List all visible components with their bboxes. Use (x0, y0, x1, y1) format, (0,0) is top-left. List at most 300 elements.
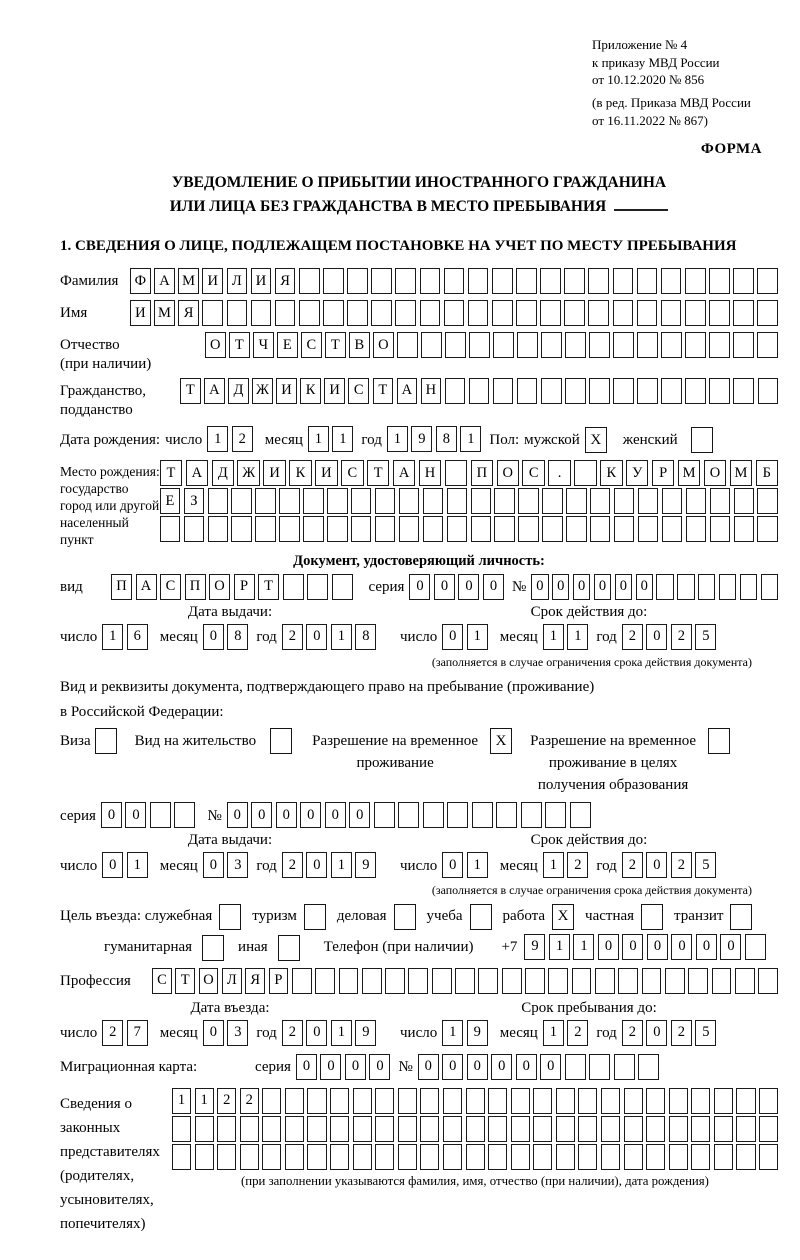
char-cell[interactable] (174, 802, 195, 828)
char-cell[interactable]: 8 (436, 426, 457, 452)
char-cell[interactable] (691, 1088, 710, 1114)
char-cell[interactable]: 2 (622, 852, 643, 878)
residence-issue-day-input[interactable] (102, 852, 148, 878)
char-cell[interactable]: 0 (646, 624, 667, 650)
char-cell[interactable] (251, 300, 272, 326)
char-cell[interactable] (540, 268, 561, 294)
char-cell[interactable] (642, 968, 662, 994)
char-cell[interactable]: И (202, 268, 223, 294)
char-cell[interactable] (590, 488, 610, 514)
char-cell[interactable] (332, 574, 353, 600)
char-cell[interactable] (542, 488, 562, 514)
char-cell[interactable]: 0 (251, 802, 272, 828)
char-cell[interactable]: Я (275, 268, 296, 294)
char-cell[interactable]: 0 (516, 1054, 537, 1080)
char-cell[interactable]: 0 (531, 574, 548, 600)
char-cell[interactable]: 1 (573, 934, 594, 960)
representatives-input-line3[interactable] (172, 1144, 778, 1170)
char-cell[interactable]: 1 (331, 852, 352, 878)
citizenship-input[interactable] (180, 378, 778, 404)
char-cell[interactable] (570, 802, 591, 828)
char-cell[interactable] (493, 332, 514, 358)
valid-month-input[interactable] (543, 624, 589, 650)
char-cell[interactable] (661, 378, 682, 404)
char-cell[interactable] (307, 1116, 326, 1142)
char-cell[interactable] (466, 1116, 485, 1142)
char-cell[interactable]: 0 (552, 574, 569, 600)
char-cell[interactable]: 0 (467, 1054, 488, 1080)
char-cell[interactable]: 1 (543, 624, 564, 650)
char-cell[interactable] (375, 1144, 394, 1170)
until-month-input[interactable] (543, 1020, 589, 1046)
char-cell[interactable] (327, 516, 347, 542)
char-cell[interactable] (759, 1144, 778, 1170)
char-cell[interactable]: 0 (615, 574, 632, 600)
char-cell[interactable]: 0 (325, 802, 346, 828)
char-cell[interactable]: 3 (227, 1020, 248, 1046)
char-cell[interactable] (347, 300, 368, 326)
char-cell[interactable] (347, 268, 368, 294)
char-cell[interactable] (307, 574, 328, 600)
valid-year-input[interactable] (622, 624, 717, 650)
char-cell[interactable] (590, 516, 610, 542)
char-cell[interactable] (710, 516, 730, 542)
char-cell[interactable]: Д (212, 460, 234, 486)
char-cell[interactable] (638, 488, 658, 514)
char-cell[interactable] (375, 516, 395, 542)
char-cell[interactable]: С (341, 460, 363, 486)
char-cell[interactable] (521, 802, 542, 828)
char-cell[interactable] (447, 488, 467, 514)
doc-kind-input[interactable] (111, 574, 353, 600)
char-cell[interactable] (511, 1088, 530, 1114)
purpose-tourism-checkbox[interactable] (304, 904, 326, 930)
char-cell[interactable] (656, 574, 673, 600)
doc-series-input[interactable] (409, 574, 504, 600)
char-cell[interactable] (578, 1116, 597, 1142)
char-cell[interactable] (589, 332, 610, 358)
char-cell[interactable] (353, 1088, 372, 1114)
char-cell[interactable] (255, 516, 275, 542)
char-cell[interactable] (565, 1054, 586, 1080)
char-cell[interactable] (502, 968, 522, 994)
char-cell[interactable]: 8 (355, 624, 376, 650)
char-cell[interactable]: 0 (306, 624, 327, 650)
char-cell[interactable] (468, 268, 489, 294)
char-cell[interactable] (541, 378, 562, 404)
char-cell[interactable]: С (152, 968, 172, 994)
entry-day-input[interactable] (102, 1020, 148, 1046)
char-cell[interactable] (685, 300, 706, 326)
char-cell[interactable] (351, 516, 371, 542)
char-cell[interactable]: А (393, 460, 415, 486)
char-cell[interactable] (353, 1144, 372, 1170)
char-cell[interactable] (375, 1088, 394, 1114)
char-cell[interactable] (613, 332, 634, 358)
char-cell[interactable] (262, 1088, 281, 1114)
char-cell[interactable] (613, 378, 634, 404)
char-cell[interactable] (736, 1088, 755, 1114)
char-cell[interactable] (669, 1088, 688, 1114)
char-cell[interactable] (566, 516, 586, 542)
char-cell[interactable]: 0 (622, 934, 643, 960)
char-cell[interactable]: И (130, 300, 151, 326)
char-cell[interactable] (160, 516, 180, 542)
char-cell[interactable] (399, 516, 419, 542)
visa-checkbox[interactable] (95, 728, 117, 754)
char-cell[interactable] (307, 1088, 326, 1114)
representatives-input-line2[interactable] (172, 1116, 778, 1142)
char-cell[interactable] (492, 300, 513, 326)
sex-female-checkbox[interactable] (691, 427, 713, 453)
char-cell[interactable] (150, 802, 171, 828)
char-cell[interactable]: 2 (567, 852, 588, 878)
char-cell[interactable] (735, 968, 755, 994)
char-cell[interactable]: 0 (345, 1054, 366, 1080)
char-cell[interactable]: 0 (647, 934, 668, 960)
char-cell[interactable] (517, 332, 538, 358)
char-cell[interactable] (488, 1088, 507, 1114)
char-cell[interactable] (455, 968, 475, 994)
char-cell[interactable]: 0 (646, 852, 667, 878)
char-cell[interactable]: 0 (306, 852, 327, 878)
char-cell[interactable]: 0 (540, 1054, 561, 1080)
char-cell[interactable]: 0 (491, 1054, 512, 1080)
char-cell[interactable] (709, 378, 730, 404)
char-cell[interactable] (572, 968, 592, 994)
char-cell[interactable]: 0 (434, 574, 455, 600)
char-cell[interactable] (398, 802, 419, 828)
purpose-work-checkbox[interactable]: X (552, 904, 574, 930)
char-cell[interactable]: 1 (442, 1020, 463, 1046)
char-cell[interactable] (624, 1116, 643, 1142)
char-cell[interactable]: 0 (349, 802, 370, 828)
char-cell[interactable]: 0 (671, 934, 692, 960)
char-cell[interactable]: 0 (458, 574, 479, 600)
char-cell[interactable]: 5 (695, 624, 716, 650)
char-cell[interactable]: И (315, 460, 337, 486)
char-cell[interactable]: 1 (549, 934, 570, 960)
char-cell[interactable] (217, 1116, 236, 1142)
char-cell[interactable] (447, 516, 467, 542)
char-cell[interactable]: 2 (622, 624, 643, 650)
char-cell[interactable] (734, 488, 754, 514)
char-cell[interactable] (556, 1144, 575, 1170)
char-cell[interactable] (624, 1144, 643, 1170)
char-cell[interactable] (303, 516, 323, 542)
char-cell[interactable]: Л (222, 968, 242, 994)
char-cell[interactable]: Н (419, 460, 441, 486)
char-cell[interactable]: 0 (203, 852, 224, 878)
char-cell[interactable]: 1 (467, 624, 488, 650)
char-cell[interactable] (494, 516, 514, 542)
char-cell[interactable] (646, 1116, 665, 1142)
purpose-humanitarian-checkbox[interactable] (202, 935, 224, 961)
char-cell[interactable]: Ч (253, 332, 274, 358)
char-cell[interactable]: П (111, 574, 132, 600)
char-cell[interactable]: 0 (296, 1054, 317, 1080)
char-cell[interactable] (542, 516, 562, 542)
char-cell[interactable] (195, 1116, 214, 1142)
birth-place-input-line3[interactable] (160, 516, 778, 542)
char-cell[interactable] (714, 1088, 733, 1114)
char-cell[interactable] (375, 488, 395, 514)
char-cell[interactable]: 0 (696, 934, 717, 960)
char-cell[interactable] (420, 1088, 439, 1114)
purpose-transit-checkbox[interactable] (730, 904, 752, 930)
char-cell[interactable] (566, 488, 586, 514)
char-cell[interactable] (691, 1116, 710, 1142)
char-cell[interactable] (371, 268, 392, 294)
patronymic-input[interactable] (205, 332, 778, 358)
char-cell[interactable] (494, 488, 514, 514)
char-cell[interactable]: М (154, 300, 175, 326)
char-cell[interactable] (637, 378, 658, 404)
char-cell[interactable] (588, 300, 609, 326)
char-cell[interactable] (578, 1088, 597, 1114)
char-cell[interactable] (208, 516, 228, 542)
char-cell[interactable] (686, 488, 706, 514)
char-cell[interactable]: . (548, 460, 570, 486)
char-cell[interactable] (262, 1144, 281, 1170)
residence-series-input[interactable] (101, 802, 196, 828)
char-cell[interactable]: 0 (442, 1054, 463, 1080)
char-cell[interactable] (279, 516, 299, 542)
char-cell[interactable] (533, 1116, 552, 1142)
char-cell[interactable]: 0 (483, 574, 504, 600)
char-cell[interactable] (533, 1088, 552, 1114)
char-cell[interactable] (444, 300, 465, 326)
char-cell[interactable] (759, 1116, 778, 1142)
char-cell[interactable] (240, 1116, 259, 1142)
char-cell[interactable] (397, 332, 418, 358)
char-cell[interactable]: 9 (355, 852, 376, 878)
char-cell[interactable]: К (600, 460, 622, 486)
char-cell[interactable]: В (349, 332, 370, 358)
char-cell[interactable]: Ж (237, 460, 259, 486)
char-cell[interactable] (478, 968, 498, 994)
char-cell[interactable]: А (154, 268, 175, 294)
char-cell[interactable] (685, 332, 706, 358)
char-cell[interactable]: Д (228, 378, 249, 404)
char-cell[interactable]: Т (229, 332, 250, 358)
residence-valid-year-input[interactable] (622, 852, 717, 878)
char-cell[interactable]: Р (269, 968, 289, 994)
char-cell[interactable] (691, 1144, 710, 1170)
char-cell[interactable] (574, 460, 596, 486)
profession-input[interactable] (152, 968, 778, 994)
char-cell[interactable]: И (251, 268, 272, 294)
char-cell[interactable] (511, 1144, 530, 1170)
char-cell[interactable] (601, 1144, 620, 1170)
char-cell[interactable] (315, 968, 335, 994)
char-cell[interactable]: 5 (695, 1020, 716, 1046)
char-cell[interactable]: Ф (130, 268, 151, 294)
char-cell[interactable] (688, 968, 708, 994)
char-cell[interactable]: З (184, 488, 204, 514)
char-cell[interactable] (733, 300, 754, 326)
char-cell[interactable] (469, 378, 490, 404)
char-cell[interactable] (471, 516, 491, 542)
char-cell[interactable]: 1 (308, 426, 329, 452)
char-cell[interactable]: И (324, 378, 345, 404)
char-cell[interactable] (227, 300, 248, 326)
char-cell[interactable]: 0 (203, 1020, 224, 1046)
char-cell[interactable] (398, 1116, 417, 1142)
char-cell[interactable] (469, 332, 490, 358)
char-cell[interactable] (614, 516, 634, 542)
char-cell[interactable] (564, 268, 585, 294)
char-cell[interactable] (601, 1088, 620, 1114)
char-cell[interactable] (709, 300, 730, 326)
char-cell[interactable] (757, 268, 778, 294)
char-cell[interactable] (488, 1144, 507, 1170)
char-cell[interactable]: 1 (207, 426, 228, 452)
char-cell[interactable] (646, 1144, 665, 1170)
char-cell[interactable]: 2 (671, 852, 692, 878)
char-cell[interactable]: О (704, 460, 726, 486)
residence-issue-year-input[interactable] (282, 852, 377, 878)
char-cell[interactable] (468, 300, 489, 326)
char-cell[interactable] (375, 1116, 394, 1142)
char-cell[interactable]: 1 (127, 852, 148, 878)
char-cell[interactable]: О (497, 460, 519, 486)
char-cell[interactable] (323, 300, 344, 326)
char-cell[interactable] (714, 1116, 733, 1142)
birth-place-input-line2[interactable] (160, 488, 778, 514)
char-cell[interactable] (292, 968, 312, 994)
residence-permit-checkbox[interactable] (270, 728, 292, 754)
char-cell[interactable] (420, 1144, 439, 1170)
char-cell[interactable] (408, 968, 428, 994)
char-cell[interactable]: 2 (671, 1020, 692, 1046)
char-cell[interactable] (262, 1116, 281, 1142)
char-cell[interactable] (399, 488, 419, 514)
char-cell[interactable] (565, 378, 586, 404)
char-cell[interactable] (299, 300, 320, 326)
char-cell[interactable]: Т (325, 332, 346, 358)
char-cell[interactable] (710, 488, 730, 514)
char-cell[interactable] (231, 516, 251, 542)
purpose-study-checkbox[interactable] (470, 904, 492, 930)
char-cell[interactable] (421, 332, 442, 358)
char-cell[interactable] (330, 1144, 349, 1170)
char-cell[interactable] (698, 574, 715, 600)
char-cell[interactable] (466, 1088, 485, 1114)
char-cell[interactable] (466, 1144, 485, 1170)
char-cell[interactable]: 2 (102, 1020, 123, 1046)
char-cell[interactable] (662, 516, 682, 542)
char-cell[interactable]: 0 (203, 624, 224, 650)
char-cell[interactable] (443, 1116, 462, 1142)
char-cell[interactable] (330, 1088, 349, 1114)
char-cell[interactable]: И (276, 378, 297, 404)
char-cell[interactable]: Е (277, 332, 298, 358)
char-cell[interactable]: 1 (332, 426, 353, 452)
char-cell[interactable] (231, 488, 251, 514)
char-cell[interactable]: 1 (172, 1088, 191, 1114)
char-cell[interactable]: 0 (636, 574, 653, 600)
char-cell[interactable] (669, 1116, 688, 1142)
char-cell[interactable] (518, 516, 538, 542)
char-cell[interactable] (488, 1116, 507, 1142)
char-cell[interactable]: С (301, 332, 322, 358)
char-cell[interactable] (184, 516, 204, 542)
char-cell[interactable] (283, 574, 304, 600)
char-cell[interactable] (285, 1116, 304, 1142)
char-cell[interactable] (445, 332, 466, 358)
issue-month-input[interactable] (203, 624, 249, 650)
char-cell[interactable]: 1 (543, 852, 564, 878)
char-cell[interactable] (371, 300, 392, 326)
char-cell[interactable] (677, 574, 694, 600)
char-cell[interactable]: Н (421, 378, 442, 404)
temp-residence-checkbox[interactable]: X (490, 728, 512, 754)
char-cell[interactable] (255, 488, 275, 514)
char-cell[interactable] (661, 332, 682, 358)
char-cell[interactable] (511, 1116, 530, 1142)
char-cell[interactable] (685, 268, 706, 294)
char-cell[interactable]: К (289, 460, 311, 486)
char-cell[interactable] (443, 1088, 462, 1114)
char-cell[interactable] (758, 378, 779, 404)
char-cell[interactable] (327, 488, 347, 514)
char-cell[interactable] (709, 332, 730, 358)
char-cell[interactable] (669, 1144, 688, 1170)
char-cell[interactable]: 2 (671, 624, 692, 650)
char-cell[interactable] (420, 300, 441, 326)
char-cell[interactable] (217, 1144, 236, 1170)
char-cell[interactable]: 1 (331, 624, 352, 650)
char-cell[interactable] (330, 1116, 349, 1142)
char-cell[interactable]: Я (178, 300, 199, 326)
char-cell[interactable] (618, 968, 638, 994)
char-cell[interactable]: Т (258, 574, 279, 600)
char-cell[interactable]: И (263, 460, 285, 486)
issue-day-input[interactable] (102, 624, 148, 650)
char-cell[interactable]: 7 (127, 1020, 148, 1046)
char-cell[interactable] (398, 1088, 417, 1114)
char-cell[interactable] (757, 516, 777, 542)
char-cell[interactable]: У (626, 460, 648, 486)
char-cell[interactable] (564, 300, 585, 326)
given-name-input[interactable] (130, 300, 778, 326)
char-cell[interactable]: Т (160, 460, 182, 486)
char-cell[interactable] (517, 378, 538, 404)
char-cell[interactable]: А (204, 378, 225, 404)
char-cell[interactable] (496, 802, 517, 828)
char-cell[interactable] (385, 968, 405, 994)
migration-series-input[interactable] (296, 1054, 391, 1080)
char-cell[interactable] (285, 1088, 304, 1114)
sex-male-checkbox[interactable]: X (585, 427, 607, 453)
char-cell[interactable] (533, 1144, 552, 1170)
char-cell[interactable] (285, 1144, 304, 1170)
char-cell[interactable] (637, 332, 658, 358)
phone-input[interactable] (524, 934, 766, 960)
char-cell[interactable] (432, 968, 452, 994)
char-cell[interactable] (646, 1088, 665, 1114)
char-cell[interactable]: А (136, 574, 157, 600)
char-cell[interactable] (601, 1116, 620, 1142)
char-cell[interactable] (661, 268, 682, 294)
char-cell[interactable]: 2 (282, 1020, 303, 1046)
surname-input[interactable] (130, 268, 778, 294)
char-cell[interactable] (374, 802, 395, 828)
char-cell[interactable] (279, 488, 299, 514)
char-cell[interactable] (638, 516, 658, 542)
char-cell[interactable] (275, 300, 296, 326)
